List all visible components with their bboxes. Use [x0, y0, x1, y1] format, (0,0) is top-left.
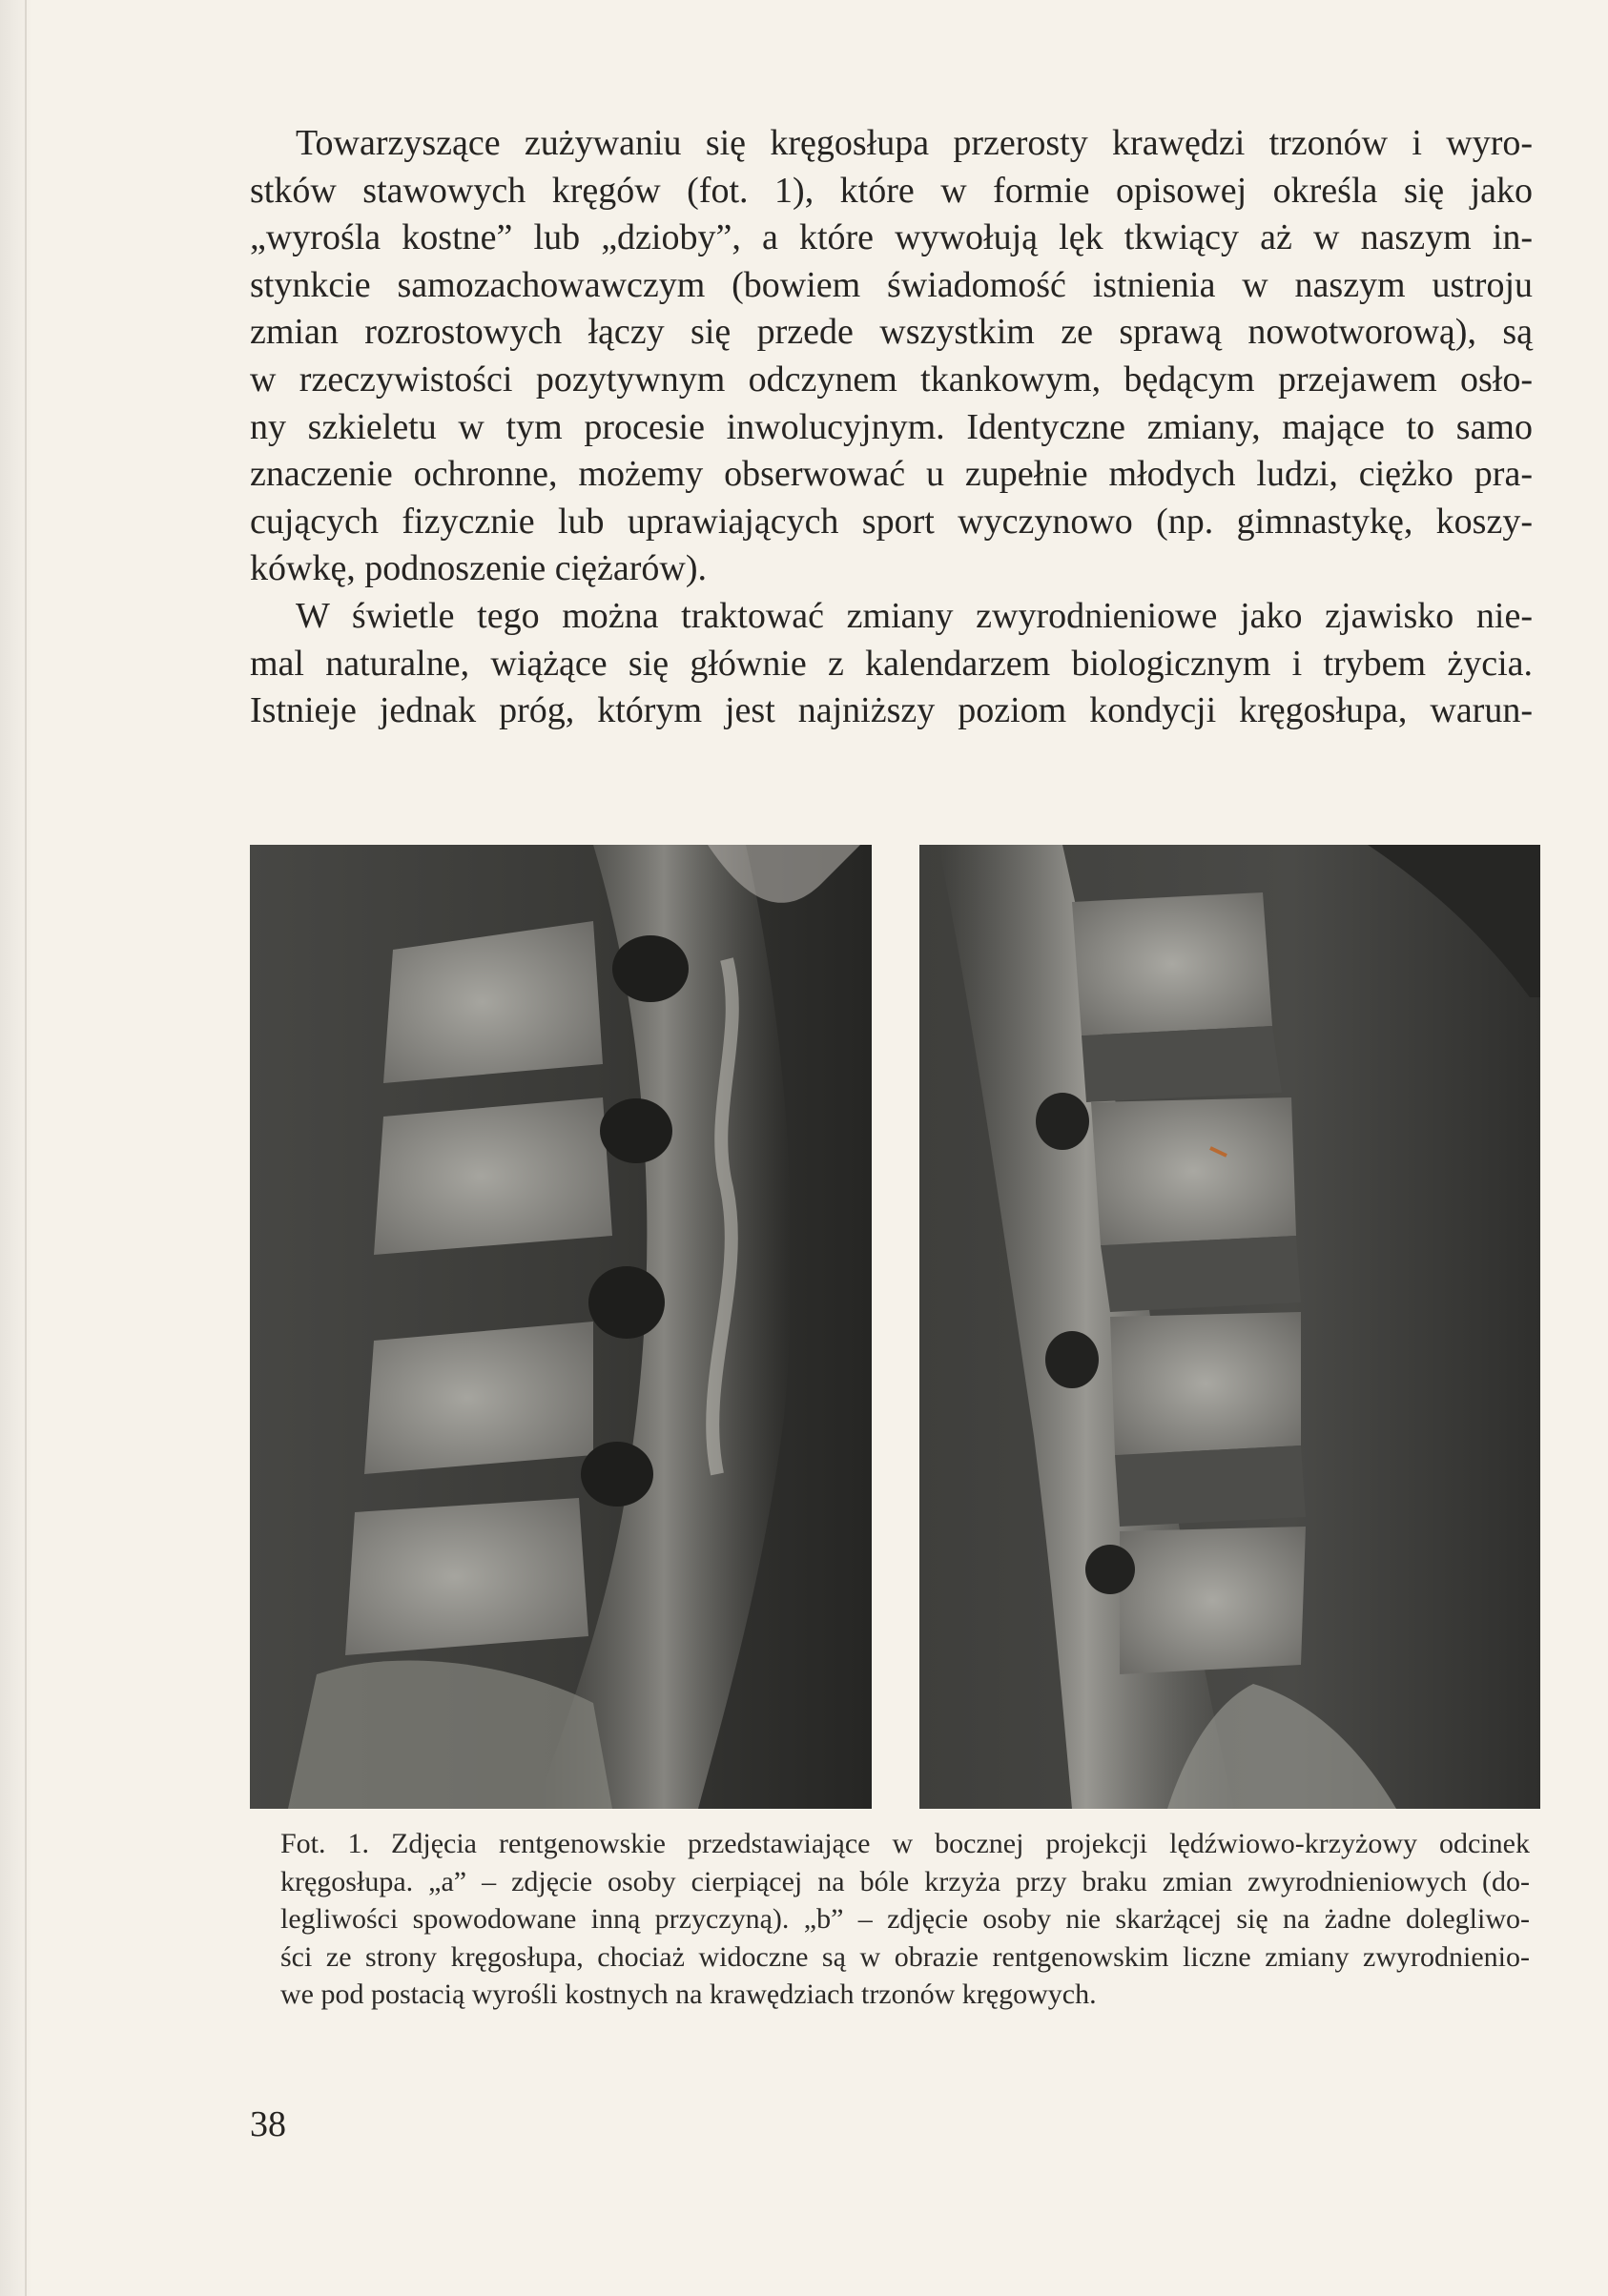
- body-line: stynkcie samozachowawczym (bowiem świadomość istnienia w naszym ustroju: [250, 264, 1533, 305]
- body-line: ny szkieletu w tym procesie inwolucyjnym. Identyczne zmiany, mające to samo: [250, 406, 1533, 447]
- body-line: cujących fizycznie lub uprawiających sport wyczynowo (np. gimnastykę, koszy-: [250, 501, 1533, 542]
- caption-line: we pod postacią wyrośli kostnych na krawędziach trzonów kręgowych.: [280, 1978, 1097, 2010]
- page-number: 38: [250, 2104, 286, 2144]
- body-line: W świetle tego można traktować zmiany zwyrodnieniowe jako zjawisko nie-: [296, 595, 1533, 636]
- caption-line: ści ze strony kręgosłupa, chociaż widoczne są w obrazie rentgenowskim liczne zmiany zwyrodnienio-: [280, 1940, 1530, 1973]
- body-line: mal naturalne, wiążące się głównie z kalendarzem biologicznym i trybem życia.: [250, 643, 1533, 684]
- figure-caption: [280, 1825, 1530, 2014]
- book-page-edge: [0, 0, 32, 2296]
- caption-line: legliwości spowodowane inną przyczyną). „b” – zdjęcie osoby nie skarżącej się na żadne dolegliwo-: [280, 1903, 1530, 1935]
- body-line: kówkę, podnoszenie ciężarów).: [250, 548, 708, 589]
- body-line: Istnieje jednak próg, którym jest najniższy poziom kondycji kręgosłupa, warun-: [250, 690, 1533, 731]
- caption-line: kręgosłupa. „a” – zdjęcie osoby cierpiącej na bóle krzyża przy braku zmian zwyrodnieniowych (do-: [280, 1865, 1530, 1897]
- body-line: znaczenie ochronne, możemy obserwować u zupełnie młodych ludzi, ciężko pra-: [250, 454, 1533, 495]
- body-line: w rzeczywistości pozytywnym odczynem tkankowym, będącym przejawem osło-: [250, 359, 1533, 400]
- x-ray-photo-a: [250, 845, 872, 1809]
- body-line: „wyrośla kostne” lub „dzioby”, a które wywołują lęk tkwiący aż w naszym in-: [250, 217, 1533, 258]
- body-line: Towarzyszące zużywaniu się kręgosłupa przerosty krawędzi trzonów i wyro-: [296, 123, 1533, 163]
- body-line: stków stawowych kręgów (fot. 1), które w formie opisowej określa się jako: [250, 170, 1533, 211]
- body-line: zmian rozrostowych łączy się przede wszystkim ze sprawą nowotworową), są: [250, 312, 1533, 353]
- caption-line: Fot. 1. Zdjęcia rentgenowskie przedstawiające w bocznej projekcji lędźwiowo-krzyżowy odcinek: [280, 1828, 1530, 1859]
- x-ray-photo-b: [919, 845, 1540, 1809]
- body-text: [250, 120, 1533, 735]
